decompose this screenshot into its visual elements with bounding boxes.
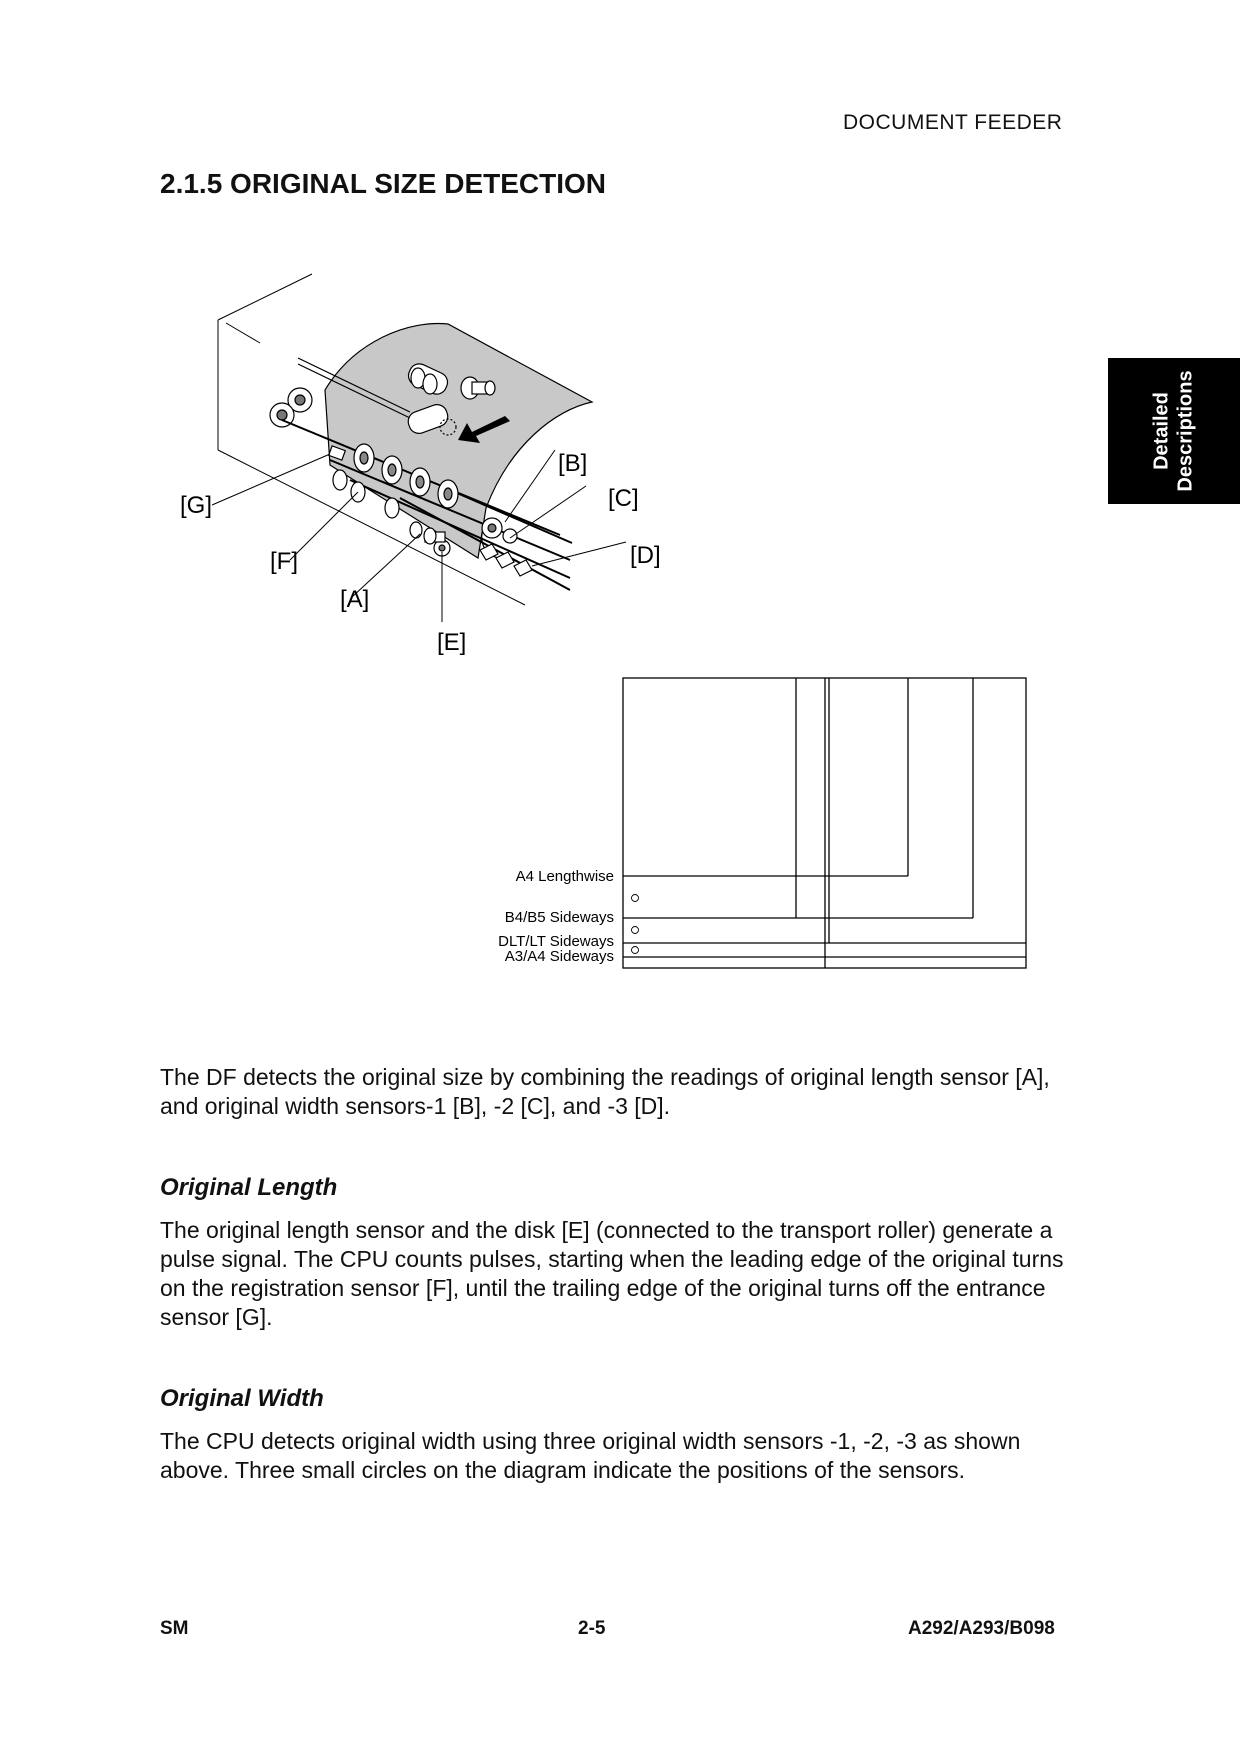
mechanism-figure (180, 260, 700, 660)
footer-page-number: 2-5 (578, 1618, 606, 1639)
callout-d: [D] (630, 542, 661, 569)
original-length-paragraph: The original length sensor and the disk [E] (connected to the transport roller) generate a pulse signal. The CPU counts pulses, starting when the leading edge of the original turns on the registration sensor [F], until the trailing edge of the original turns off the entrance sensor [G]. (160, 1217, 1064, 1330)
paper-sheet (325, 324, 592, 558)
callout-a: [A] (340, 586, 370, 613)
side-tab[interactable] (1108, 358, 1240, 504)
label-a3a4-sideways: A3/A4 Sideways (504, 948, 614, 965)
callout-c: [C] (608, 485, 639, 512)
width-sensor-2-position (632, 927, 639, 934)
label-a4-lengthwise: A4 Lengthwise (515, 868, 614, 885)
running-header: DOCUMENT FEEDER (843, 111, 1063, 134)
callout-e: [E] (437, 629, 467, 656)
footer-manual-code: SM (160, 1618, 189, 1639)
size-detection-diagram (470, 670, 1040, 970)
width-sensor-2 (496, 552, 514, 568)
callout-f: [F] (270, 548, 298, 575)
width-sensor-3-position (632, 947, 639, 954)
callout-b: [B] (558, 450, 588, 477)
label-b4b5-sideways: B4/B5 Sideways (504, 909, 614, 926)
original-length-heading: Original Length (160, 1174, 338, 1201)
label-dltlt-sideways: DLT/LT Sideways (498, 933, 614, 950)
width-sensor-3 (514, 560, 532, 576)
side-tab-line2: Descriptions (1175, 370, 1197, 492)
width-sensor-1-position (632, 895, 639, 902)
side-tab-line1: Detailed (1151, 392, 1173, 470)
original-width-paragraph: The CPU detects original width using three original width sensors -1, -2, -3 as shown above. Three small circles on the diagram indicate the positions of the sensors. (160, 1428, 1021, 1483)
section-title: 2.1.5 ORIGINAL SIZE DETECTION (160, 168, 607, 199)
footer-model-numbers: A292/A293/B098 (908, 1618, 1055, 1639)
original-width-heading: Original Width (160, 1385, 324, 1412)
intro-paragraph: The DF detects the original size by combining the readings of original length sensor [A], and original width sensors-1 [B], -2 [C], and -3 [D]. (160, 1064, 1050, 1119)
callout-g: [G] (180, 492, 213, 519)
